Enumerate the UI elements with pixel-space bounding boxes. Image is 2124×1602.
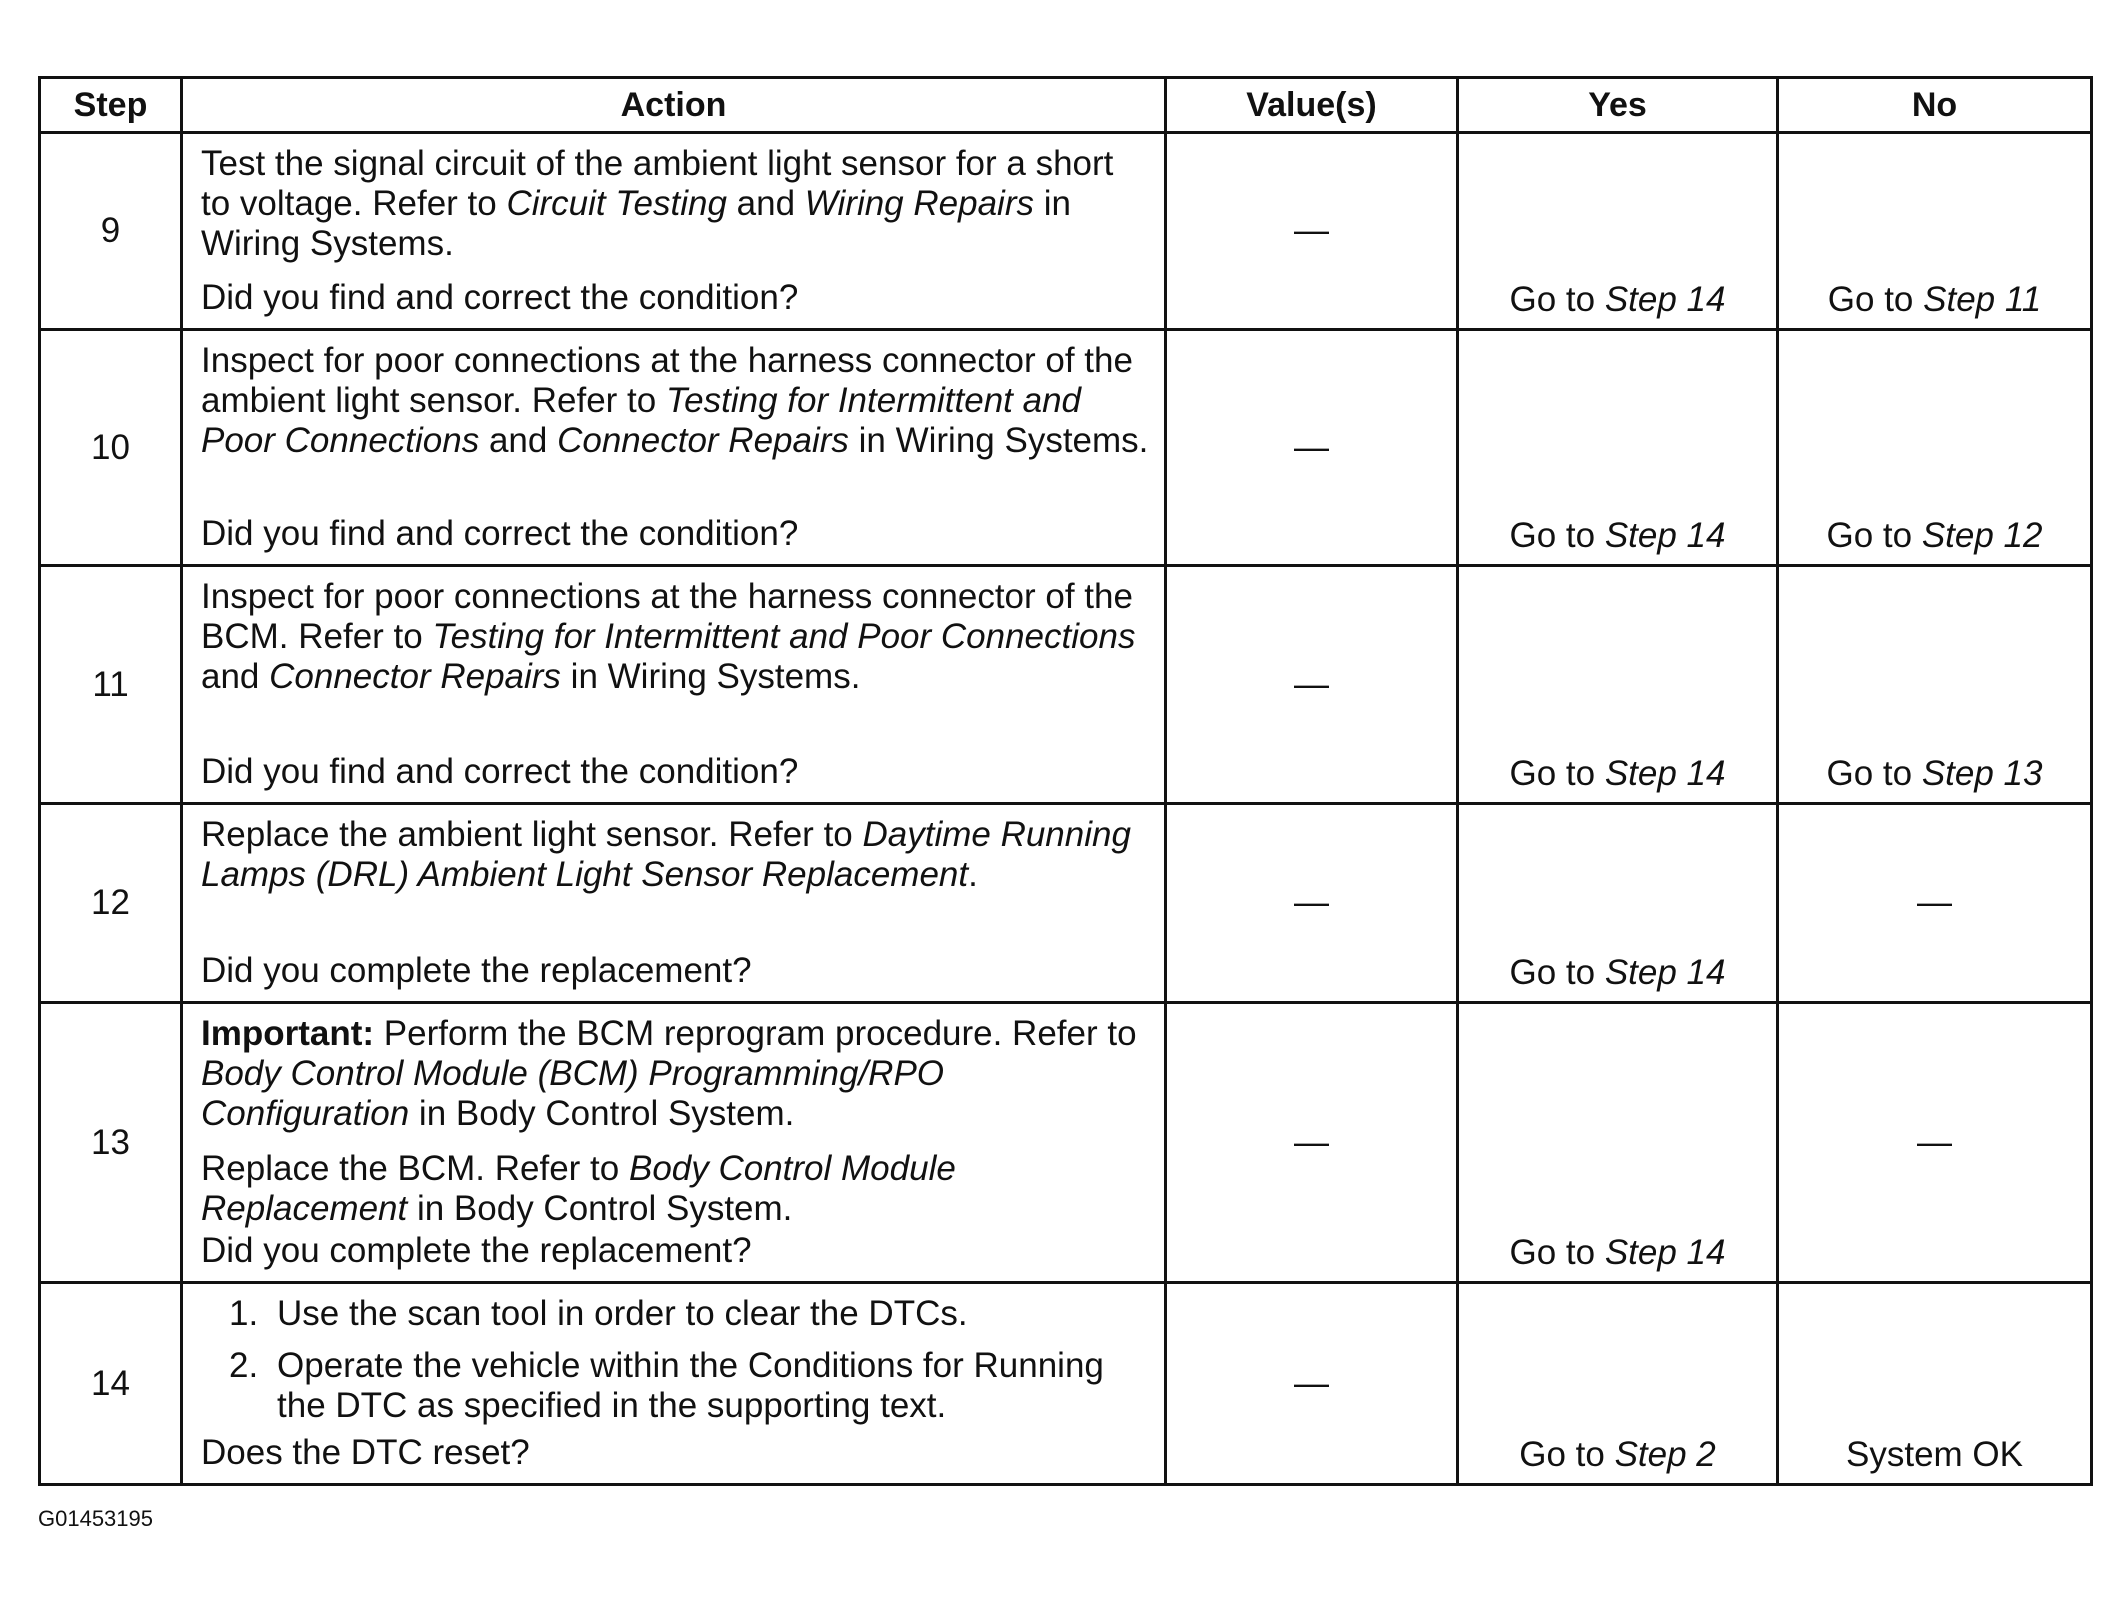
action-cell [182,566,1166,804]
yes-cell: Go to Step 14 [1458,804,1778,1003]
value-cell: — [1166,1283,1458,1485]
action-cell [182,330,1166,566]
step-number: 14 [40,1283,182,1485]
action-question: Did you find and correct the condition? [201,278,799,317]
table-row [40,133,2092,330]
step-number: 13 [40,1003,182,1283]
action-text: Test the signal circuit of the ambient light sensor for a short to voltage. Refer to Circuit Testing and Wiring Repairs in Wiring Systems. [201,144,1114,263]
no-cell: — [1778,1003,2092,1283]
diagnostic-table [38,76,2093,1486]
action-question: Did you find and correct the condition? [201,514,799,553]
figure-id: G01453195 [38,1506,153,1531]
yes-cell: Go to Step 14 [1458,330,1778,566]
no-cell: System OK [1778,1283,2092,1485]
table-row [40,804,2092,1003]
header-no: No [1778,78,2092,133]
header-row [40,78,2092,133]
table-row [40,1003,2092,1283]
step-number: 12 [40,804,182,1003]
step-number: 11 [40,566,182,804]
yes-cell: Go to Step 14 [1458,1003,1778,1283]
table-row [40,330,2092,566]
yes-cell: Go to Step 14 [1458,133,1778,330]
value-cell: — [1166,1003,1458,1283]
table-row [40,1283,2092,1485]
yes-cell: Go to Step 14 [1458,566,1778,804]
table-row [40,566,2092,804]
header-step: Step [40,78,182,133]
value-cell: — [1166,133,1458,330]
action-cell [182,133,1166,330]
no-cell: Go to Step 12 [1778,330,2092,566]
instruction-list [201,1294,1150,1426]
action-question: Did you find and correct the condition? [201,752,799,791]
no-cell: — [1778,804,2092,1003]
action-cell [182,804,1166,1003]
header-action: Action [182,78,1166,133]
action-question: Does the DTC reset? [201,1433,530,1472]
important-note: Important: Perform the BCM reprogram procedure. Refer to Body Control Module (BCM) Programming/RPO Configuration in Body Control System. [201,1014,1137,1133]
header-yes: Yes [1458,78,1778,133]
action-question: Did you complete the replacement? [201,1231,752,1270]
no-cell: Go to Step 13 [1778,566,2092,804]
action-question: Did you complete the replacement? [201,951,752,990]
no-cell: Go to Step 11 [1778,133,2092,330]
value-cell: — [1166,804,1458,1003]
action-text: Inspect for poor connections at the harness connector of the BCM. Refer to Testing for Intermittent and Poor Connections and Connector Repairs in Wiring Systems. [201,577,1136,696]
header-values: Value(s) [1166,78,1458,133]
value-cell: — [1166,566,1458,804]
yes-cell: Go to Step 2 [1458,1283,1778,1485]
step-number: 9 [40,133,182,330]
action-cell [182,1283,1166,1485]
list-item: 2. Operate the vehicle within the Conditions for Running the DTC as specified in the supporting text. [229,1346,1104,1425]
action-text: Replace the ambient light sensor. Refer to Daytime Running Lamps (DRL) Ambient Light Sensor Replacement. [201,815,1131,894]
list-item: 1. Use the scan tool in order to clear the DTCs. [229,1294,968,1333]
action-cell [182,1003,1166,1283]
action-text: Replace the BCM. Refer to Body Control Module Replacement in Body Control System. [201,1148,956,1228]
action-text: Inspect for poor connections at the harness connector of the ambient light sensor. Refer to Testing for Intermittent and Poor Connections and Connector Repairs in Wiring Systems. [201,341,1149,460]
value-cell: — [1166,330,1458,566]
step-number: 10 [40,330,182,566]
